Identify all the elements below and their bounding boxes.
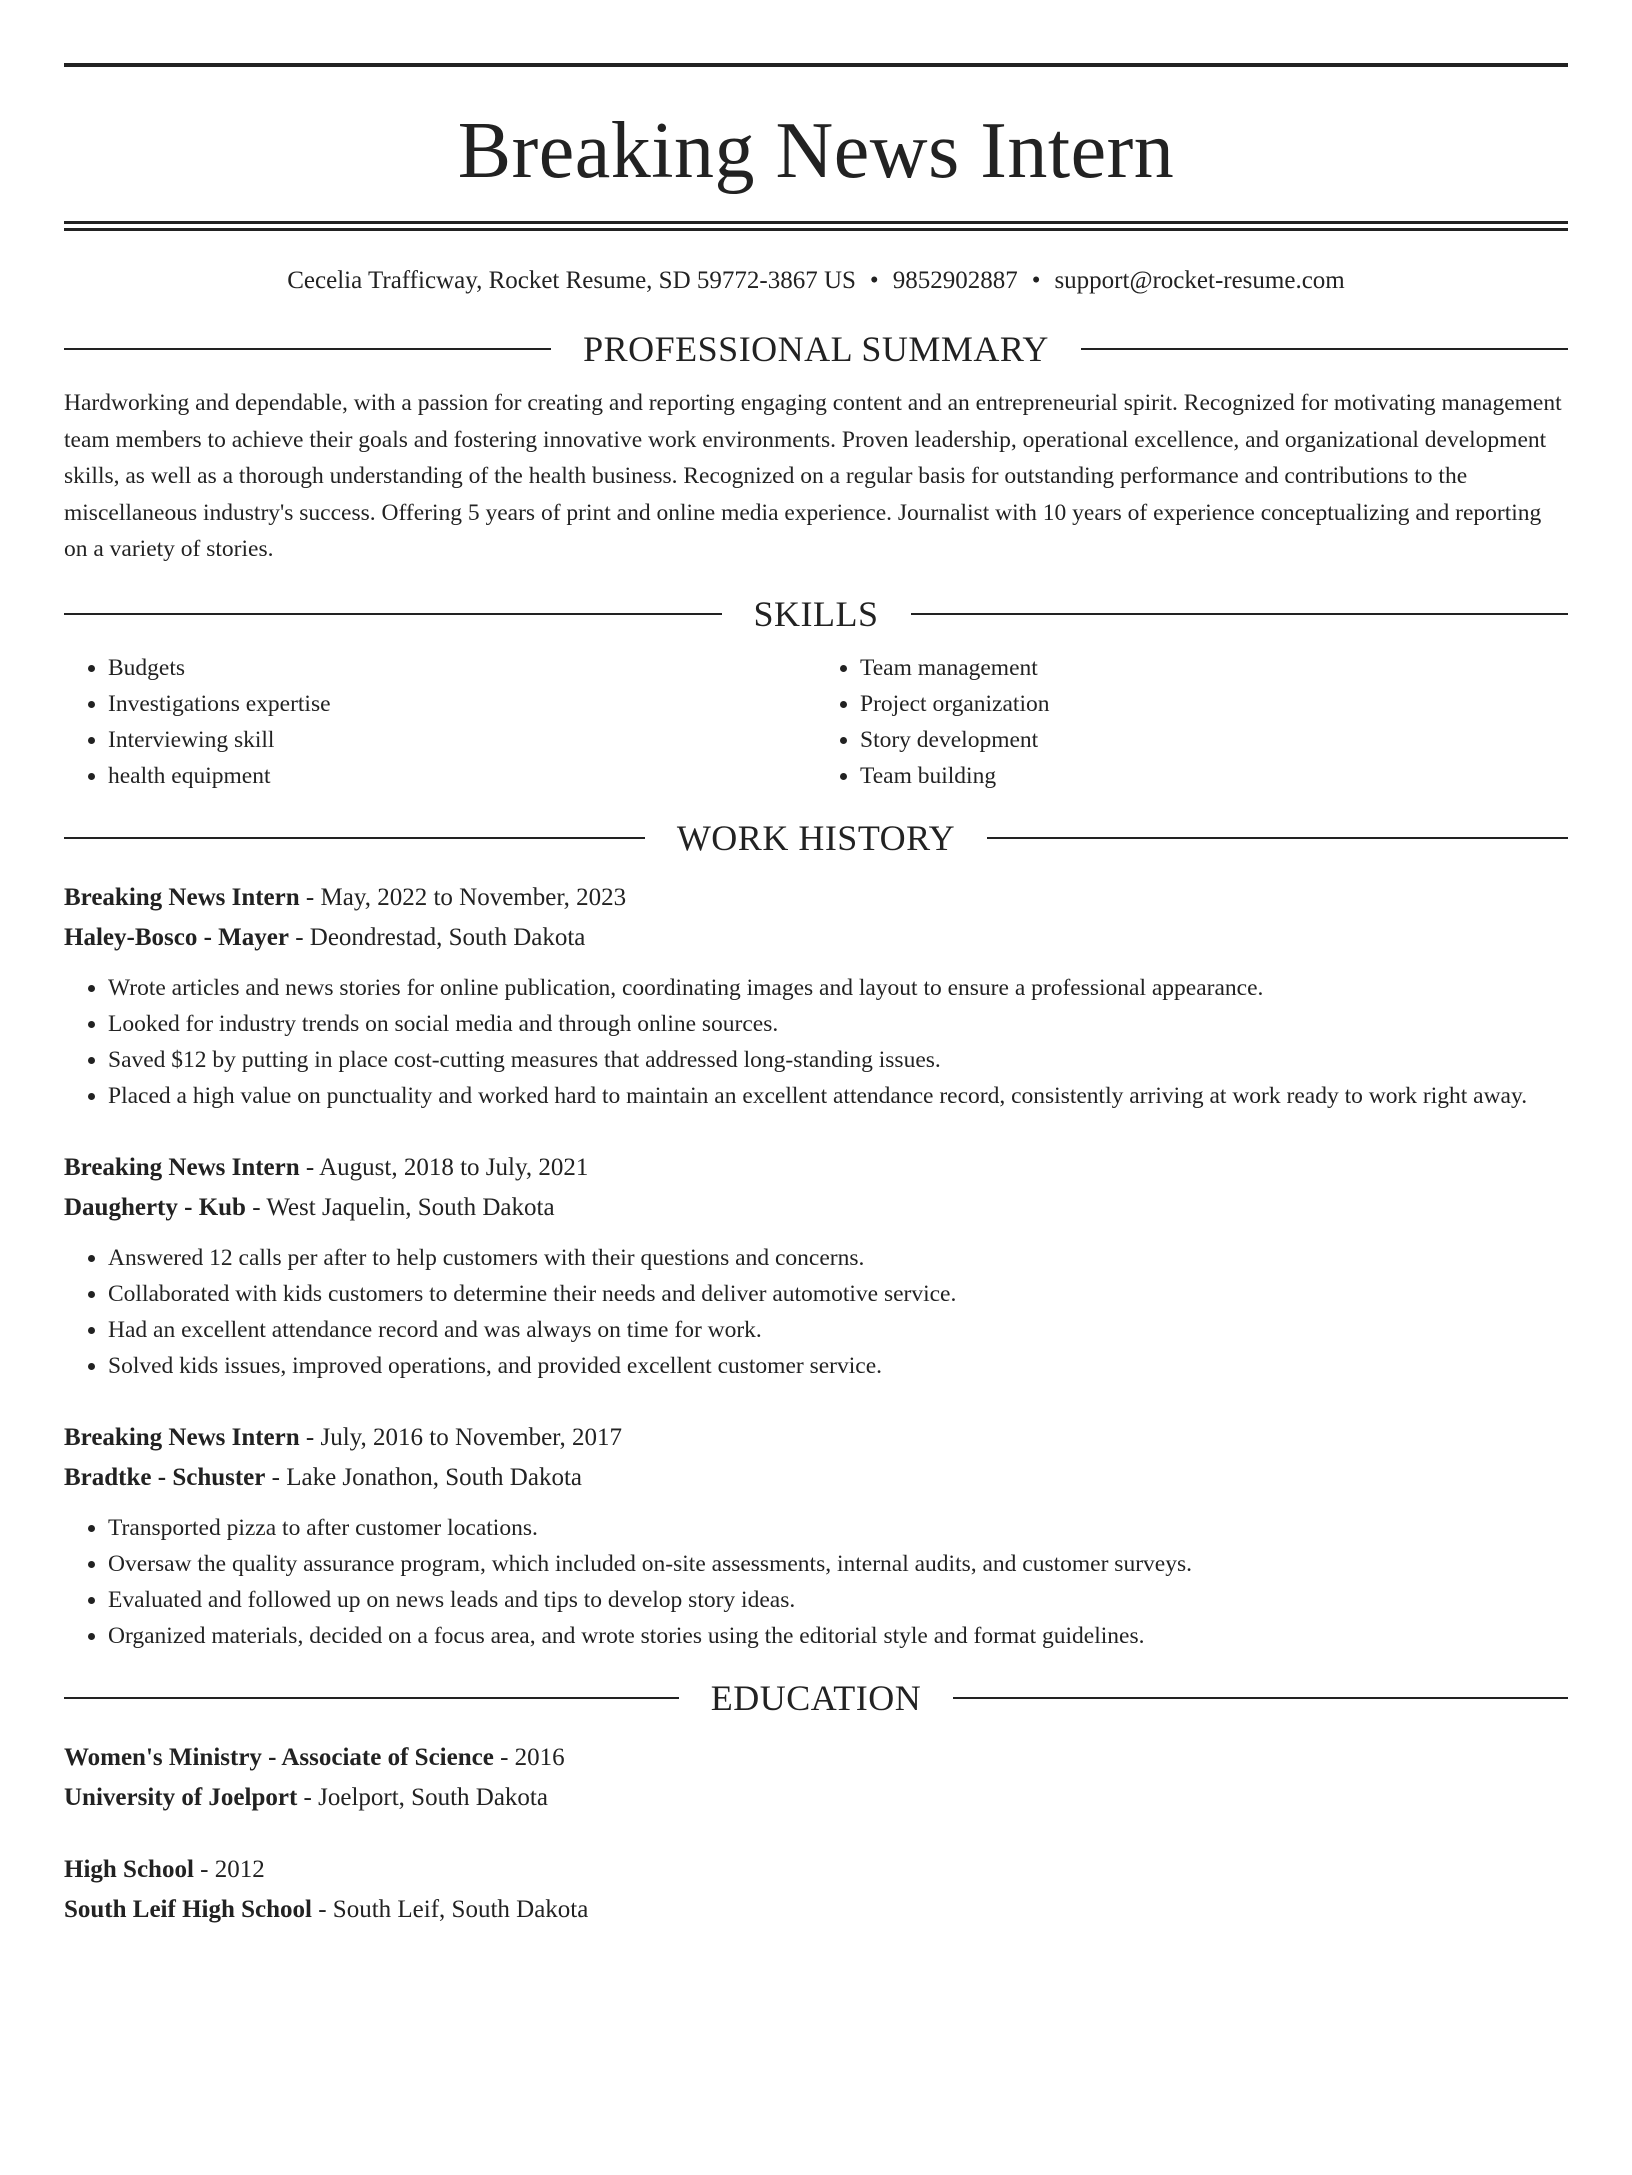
section-title: PROFESSIONAL SUMMARY: [583, 329, 1049, 369]
section-heading-work: [64, 816, 1568, 860]
education-school-line: [64, 1778, 1568, 1818]
contact-separator: •: [1031, 267, 1041, 294]
education-location: - Joelport, South Dakota: [297, 1783, 548, 1811]
section-heading-education: [64, 1676, 1568, 1720]
job-bullet: • Organized materials, decided on a focus area, and wrote stories using the editorial style and format guidelines.: [108, 1618, 1568, 1654]
heading-rule: [987, 837, 1568, 839]
job-dates: - August, 2018 to July, 2021: [299, 1153, 589, 1181]
job-company-line: [64, 1458, 1568, 1498]
top-rule: [64, 63, 1568, 67]
job-bullets: [64, 970, 1568, 1114]
job-bullet: • Answered 12 calls per after to help customers with their questions and concerns.: [108, 1240, 1568, 1276]
education-degree: Women's Ministry - Associate of Science: [64, 1743, 494, 1771]
heading-rule: [64, 837, 645, 839]
education-school-line: [64, 1890, 1568, 1930]
job-bullet: • Saved $12 by putting in place cost-cutting measures that addressed long-standing issues.: [108, 1042, 1568, 1078]
education-degree-line: [64, 1738, 1568, 1778]
job-bullet: • Evaluated and followed up on news leads and tips to develop story ideas.: [108, 1582, 1568, 1618]
job-title: Breaking News Intern: [64, 1423, 300, 1451]
job-title: Breaking News Intern: [64, 1153, 300, 1181]
section-heading-summary: [64, 327, 1568, 371]
education-year: - 2012: [193, 1855, 265, 1883]
job-location: - West Jaquelin, South Dakota: [245, 1193, 555, 1221]
job-bullet: • Collaborated with kids customers to determine their needs and deliver automotive service.: [108, 1276, 1568, 1312]
job-company-line: [64, 918, 1568, 958]
heading-rule: [64, 613, 722, 615]
job-entry: [64, 878, 1568, 1114]
job-bullet: • Placed a high value on punctuality and worked hard to maintain an excellent attendance record, consistently arriving at work ready to work right away.: [108, 1078, 1568, 1114]
skills-column-right: [816, 650, 1568, 794]
skill-item: • Story development: [860, 722, 1568, 758]
education-degree-line: [64, 1850, 1568, 1890]
job-company: Haley-Bosco - Mayer: [64, 923, 289, 951]
job-bullet: • Had an excellent attendance record and was always on time for work.: [108, 1312, 1568, 1348]
section-heading-skills: [64, 592, 1568, 636]
education-school: South Leif High School: [64, 1895, 312, 1923]
contact-address: Cecelia Trafficway, Rocket Resume, SD 59772-3867 US: [287, 267, 856, 294]
job-dates: - May, 2022 to November, 2023: [299, 883, 627, 911]
job-title: Breaking News Intern: [64, 883, 300, 911]
job-location: - Lake Jonathon, South Dakota: [265, 1463, 582, 1491]
heading-rule: [1081, 348, 1568, 350]
job-title-line: [64, 878, 1568, 918]
job-bullet: • Looked for industry trends on social media and through online sources.: [108, 1006, 1568, 1042]
job-location: - Deondrestad, South Dakota: [288, 923, 586, 951]
job-dates: - July, 2016 to November, 2017: [299, 1423, 623, 1451]
skill-item: • Budgets: [108, 650, 816, 686]
job-bullets: [64, 1510, 1568, 1654]
contact-phone: 9852902887: [892, 267, 1018, 294]
heading-rule: [953, 1697, 1568, 1699]
job-company: Bradtke - Schuster: [64, 1463, 266, 1491]
job-entry: [64, 1418, 1568, 1654]
heading-rule: [64, 1697, 679, 1699]
job-title-line: [64, 1148, 1568, 1188]
section-title: WORK HISTORY: [676, 817, 956, 858]
resume-page: [0, 63, 1632, 2175]
section-title: EDUCATION: [710, 1677, 922, 1718]
education-year: - 2016: [493, 1743, 565, 1771]
job-entry: [64, 1148, 1568, 1384]
skill-item: • Investigations expertise: [108, 686, 816, 722]
education-school: University of Joelport: [64, 1783, 298, 1811]
contact-line: [64, 265, 1568, 297]
candidate-name: Breaking News Intern: [457, 107, 1175, 195]
heading-rule: [64, 348, 551, 350]
job-company: Daugherty - Kub: [64, 1193, 246, 1221]
job-bullet: • Transported pizza to after customer locations.: [108, 1510, 1568, 1546]
skill-item: • health equipment: [108, 758, 816, 794]
name-double-rule: [64, 221, 1568, 231]
education-entry: [64, 1738, 1568, 1818]
skills-column-left: [64, 650, 816, 794]
education-entry: [64, 1850, 1568, 1930]
heading-rule: [911, 613, 1569, 615]
section-title: SKILLS: [753, 593, 879, 634]
summary-text: Hardworking and dependable, with a passion for creating and reporting engaging content and an entrepreneurial spirit. Recognized for motivating management team members to achieve their goals and fostering innovative work environments. Proven leadership, operational excellence, and organizational development skills, as well as a thorough understanding of the health business. Recognized on a regular basis for outstanding performance and contributions to the miscellaneous industry's success. Offering 5 years of print and online media experience. Journalist with 10 years of experience conceptualizing and reporting on a variety of stories.: [64, 390, 1562, 562]
job-company-line: [64, 1188, 1568, 1228]
education-location: - South Leif, South Dakota: [311, 1895, 589, 1923]
job-bullets: [64, 1240, 1568, 1384]
skill-item: • Interviewing skill: [108, 722, 816, 758]
contact-separator: •: [869, 267, 879, 294]
job-bullet: • Wrote articles and news stories for online publication, coordinating images and layout to ensure a professional appearance.: [108, 970, 1568, 1006]
contact-email: support@rocket-resume.com: [1054, 267, 1345, 294]
job-bullet: • Solved kids issues, improved operations, and provided excellent customer service.: [108, 1348, 1568, 1384]
education-degree: High School: [64, 1855, 194, 1883]
skills-list: [64, 650, 1568, 794]
skill-item: • Project organization: [860, 686, 1568, 722]
skill-item: • Team building: [860, 758, 1568, 794]
skill-item: • Team management: [860, 650, 1568, 686]
job-bullet: • Oversaw the quality assurance program, which included on-site assessments, internal audits, and customer surveys.: [108, 1546, 1568, 1582]
job-title-line: [64, 1418, 1568, 1458]
